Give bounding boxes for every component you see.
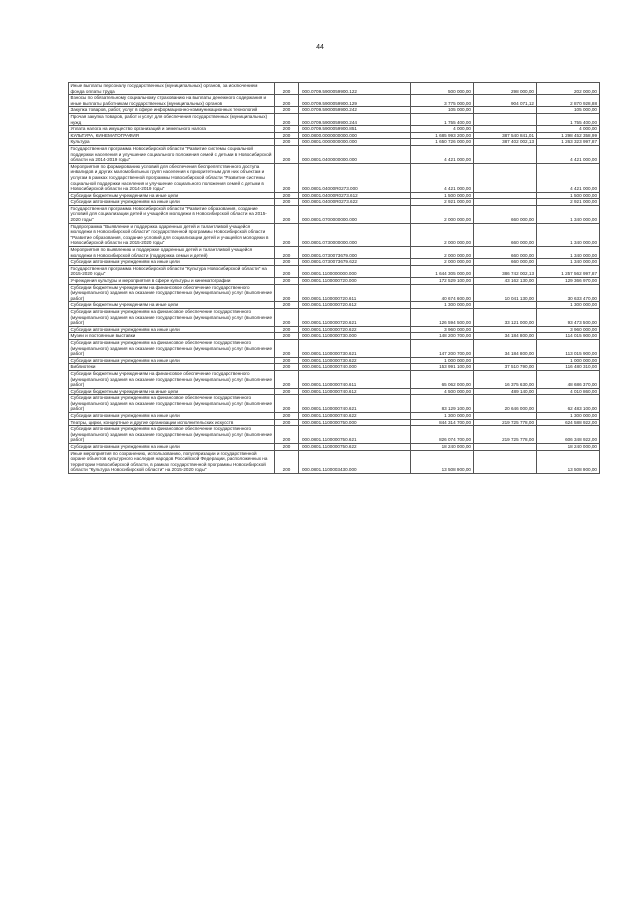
admin-code-cell: 200: [275, 364, 299, 371]
admin-code-cell: 200: [275, 265, 299, 277]
approved-amount-cell: 1 000 000,00: [410, 357, 473, 364]
admin-code-cell: 200: [275, 413, 299, 420]
budget-code-cell: 000.0801.1100000730.000: [299, 333, 411, 340]
row-name-cell: Уплата налога на имущество организаций и земельного налога: [69, 126, 275, 133]
admin-code-cell: 200: [275, 419, 299, 426]
approved-amount-cell: 1 500 000,00: [410, 192, 473, 199]
remaining-amount-cell: 2 870 928,88: [536, 95, 599, 107]
budget-code-cell: 000.0709.5900059900.129: [299, 95, 411, 107]
executed-amount-cell: 16 375 630,00: [473, 370, 536, 388]
budget-code-cell: 000.0801.1100000730.621: [299, 339, 411, 357]
approved-amount-cell: 4 421 000,00: [410, 145, 473, 163]
admin-code-cell: 200: [275, 308, 299, 326]
approved-amount-cell: 83 129 100,00: [410, 395, 473, 413]
row-name-cell: Государственная программа Новосибирской области "Развитие образования, создание условий для социализации детей и учащейся молодежи в Новосибирской области на 2015-2020 годы": [69, 205, 275, 223]
executed-amount-cell: [473, 192, 536, 199]
budget-code-cell: 000.0801.0400000000.000: [299, 145, 411, 163]
admin-code-cell: 200: [275, 333, 299, 340]
admin-code-cell: 200: [275, 83, 299, 95]
budget-code-cell: 000.0709.5900059900.244: [299, 113, 411, 125]
approved-amount-cell: 2 000 000,00: [410, 259, 473, 266]
table-row: [69, 247, 600, 259]
row-name-cell: Субсидии автономным учреждениям на иные цели: [69, 199, 275, 206]
approved-amount-cell: 1 300 000,00: [410, 302, 473, 309]
row-name-cell: Субсидии бюджетным учреждениям на иные цели: [69, 192, 275, 199]
executed-amount-cell: [473, 199, 536, 206]
approved-amount-cell: 2 921 000,00: [410, 199, 473, 206]
table-row: [69, 223, 600, 246]
executed-amount-cell: 34 184 800,00: [473, 339, 536, 357]
approved-amount-cell: 147 200 700,00: [410, 339, 473, 357]
approved-amount-cell: 1 685 993 200,00: [410, 132, 473, 139]
remaining-amount-cell: 4 010 860,00: [536, 388, 599, 395]
admin-code-cell: 200: [275, 199, 299, 206]
executed-amount-cell: [473, 107, 536, 114]
table-row: [69, 284, 600, 302]
row-name-cell: Прочая закупка товаров, работ и услуг для обеспечения государственных (муниципальных) нужд: [69, 113, 275, 125]
admin-code-cell: 200: [275, 113, 299, 125]
budget-code-cell: 000.0801.1100000740.000: [299, 364, 411, 371]
table-row: [69, 163, 600, 192]
row-name-cell: Субсидии автономным учреждениям на финансовое обеспечение государственного (муниципального) задания на оказание государственных (муниципальных) услуг (выполнение работ): [69, 395, 275, 413]
budget-code-cell: 000.0801.1100000720.000: [299, 278, 411, 285]
approved-amount-cell: 2 000 000,00: [410, 223, 473, 246]
budget-code-cell: 000.0801.1100000720.612: [299, 302, 411, 309]
budget-code-cell: 000.0801.1100000750.622: [299, 444, 411, 451]
remaining-amount-cell: 2 921 000,00: [536, 199, 599, 206]
row-name-cell: Субсидии автономным учреждениям на иные цели: [69, 259, 275, 266]
remaining-amount-cell: 105 000,00: [536, 107, 599, 114]
row-name-cell: Субсидии автономным учреждениям на иные цели: [69, 357, 275, 364]
row-name-cell: Субсидии автономным учреждениям на финансовое обеспечение государственного (муниципального) задания на оказание государственных (муниципальных) услуг (выполнение работ): [69, 308, 275, 326]
row-name-cell: Субсидии автономным учреждениям на иные цели: [69, 444, 275, 451]
row-name-cell: КУЛЬТУРА, КИНЕМАТОГРАФИЯ: [69, 132, 275, 139]
budget-code-cell: 000.0801.1100000720.622: [299, 326, 411, 333]
admin-code-cell: 200: [275, 426, 299, 444]
table-row: [69, 413, 600, 420]
approved-amount-cell: 1 644 305 000,00: [410, 265, 473, 277]
table-row: [69, 139, 600, 146]
budget-code-cell: 000.0800.0000000000.000: [299, 132, 411, 139]
table-row: [69, 259, 600, 266]
approved-amount-cell: 172 529 100,00: [410, 278, 473, 285]
executed-amount-cell: 660 000,00: [473, 223, 536, 246]
executed-amount-cell: [473, 450, 536, 473]
remaining-amount-cell: 48 686 370,00: [536, 370, 599, 388]
remaining-amount-cell: 13 508 900,00: [536, 450, 599, 473]
budget-code-cell: 000.0801.1100000750.621: [299, 426, 411, 444]
approved-amount-cell: 126 594 500,00: [410, 308, 473, 326]
row-name-cell: Субсидии бюджетным учреждениям на финансовое обеспечение государственного (муниципального) задания на оказание государственных (муниципальных) услуг (выполнение работ): [69, 284, 275, 302]
remaining-amount-cell: 1 000 000,00: [536, 357, 599, 364]
row-name-cell: Мероприятия по выявлению и поддержке одаренных детей и талантливой учащейся молодежи в Новосибирской области (поддержка семьи и детей): [69, 247, 275, 259]
remaining-amount-cell: 4 000,00: [536, 126, 599, 133]
budget-code-cell: 000.0709.5900059900.122: [299, 83, 411, 95]
budget-code-cell: 000.0709.5900059900.242: [299, 107, 411, 114]
remaining-amount-cell: 4 421 000,00: [536, 145, 599, 163]
remaining-amount-cell: 18 240 000,00: [536, 444, 599, 451]
approved-amount-cell: 826 074 700,00: [410, 426, 473, 444]
table-row: [69, 302, 600, 309]
admin-code-cell: 200: [275, 223, 299, 246]
row-name-cell: Подпрограмма "Выявление и поддержка одаренных детей и талантливой учащейся молодежи в Новосибирской области" государственной программы Новосибирской области "Развитие образования, создание условий для социализации детей и учащейся молодежи в Новосибирской области на 2015-2020 годы": [69, 223, 275, 246]
approved-amount-cell: 3 960 000,00: [410, 326, 473, 333]
approved-amount-cell: 844 314 700,00: [410, 419, 473, 426]
remaining-amount-cell: 116 480 310,00: [536, 364, 599, 371]
executed-amount-cell: 660 000,00: [473, 247, 536, 259]
table-row: [69, 308, 600, 326]
executed-amount-cell: 387 402 002,13: [473, 139, 536, 146]
row-name-cell: Театры, цирки, концертные и другие организации исполнительских искусств: [69, 419, 275, 426]
row-name-cell: Субсидии автономным учреждениям на финансовое обеспечение государственного (муниципального) задания на оказание государственных (муниципальных) услуг (выполнение работ): [69, 339, 275, 357]
row-name-cell: Учреждения культуры и мероприятия в сфере культуры и кинематографии: [69, 278, 275, 285]
table-row: [69, 83, 600, 95]
budget-code-cell: 000.0709.5900059900.851: [299, 126, 411, 133]
budget-code-cell: 000.0801.1100000740.611: [299, 370, 411, 388]
budget-table-container: [68, 82, 597, 474]
executed-amount-cell: [473, 357, 536, 364]
table-row: [69, 388, 600, 395]
approved-amount-cell: 18 240 000,00: [410, 444, 473, 451]
table-row: [69, 278, 600, 285]
admin-code-cell: 200: [275, 126, 299, 133]
budget-code-cell: 000.0801.1100000750.000: [299, 419, 411, 426]
table-row: [69, 265, 600, 277]
admin-code-cell: 200: [275, 326, 299, 333]
table-row: [69, 205, 600, 223]
remaining-amount-cell: 30 633 470,00: [536, 284, 599, 302]
executed-amount-cell: 34 184 800,00: [473, 333, 536, 340]
executed-amount-cell: 660 000,00: [473, 205, 536, 223]
admin-code-cell: 200: [275, 205, 299, 223]
remaining-amount-cell: 1 263 323 997,87: [536, 139, 599, 146]
row-name-cell: Библиотеки: [69, 364, 275, 371]
table-row: [69, 113, 600, 125]
admin-code-cell: 200: [275, 388, 299, 395]
executed-amount-cell: [473, 326, 536, 333]
budget-code-cell: 000.0801.1100000720.621: [299, 308, 411, 326]
remaining-amount-cell: 114 015 900,00: [536, 333, 599, 340]
table-row: [69, 326, 600, 333]
budget-code-cell: 000.0801.1100000720.611: [299, 284, 411, 302]
table-row: [69, 395, 600, 413]
budget-code-cell: 000.0801.0730073679.622: [299, 259, 411, 266]
table-row: [69, 426, 600, 444]
approved-amount-cell: 65 062 000,00: [410, 370, 473, 388]
approved-amount-cell: 4 500 000,00: [410, 388, 473, 395]
remaining-amount-cell: 4 421 000,00: [536, 163, 599, 192]
row-name-cell: Субсидии бюджетным учреждениям на иные цели: [69, 388, 275, 395]
budget-code-cell: 000.0801.04000R0273.612: [299, 192, 411, 199]
executed-amount-cell: [473, 113, 536, 125]
row-name-cell: Культура: [69, 139, 275, 146]
executed-amount-cell: [473, 444, 536, 451]
executed-amount-cell: 298 000,00: [473, 83, 536, 95]
budget-code-cell: 000.0801.1100000730.622: [299, 357, 411, 364]
table-row: [69, 145, 600, 163]
approved-amount-cell: 1 755 400,00: [410, 113, 473, 125]
executed-amount-cell: 386 742 002,13: [473, 265, 536, 277]
budget-code-cell: 000.0801.0730000000.000: [299, 223, 411, 246]
budget-code-cell: 000.0801.1100003430.000: [299, 450, 411, 473]
executed-amount-cell: [473, 126, 536, 133]
row-name-cell: Субсидии бюджетным учреждениям на иные цели: [69, 302, 275, 309]
admin-code-cell: 200: [275, 145, 299, 163]
approved-amount-cell: 4 421 000,00: [410, 163, 473, 192]
remaining-amount-cell: 1 340 000,00: [536, 247, 599, 259]
remaining-amount-cell: 113 015 900,00: [536, 339, 599, 357]
executed-amount-cell: 219 725 778,00: [473, 419, 536, 426]
table-row: [69, 107, 600, 114]
approved-amount-cell: 153 991 100,00: [410, 364, 473, 371]
admin-code-cell: 200: [275, 302, 299, 309]
row-name-cell: Музеи и постоянные выставки: [69, 333, 275, 340]
table-row: [69, 199, 600, 206]
budget-code-cell: 000.0801.0000000000.000: [299, 139, 411, 146]
admin-code-cell: 200: [275, 395, 299, 413]
approved-amount-cell: 500 000,00: [410, 83, 473, 95]
remaining-amount-cell: 1 340 000,00: [536, 223, 599, 246]
executed-amount-cell: [473, 145, 536, 163]
row-name-cell: Иные выплаты персоналу государственных (муниципальных) органов, за исключением фонда оплаты труда: [69, 83, 275, 95]
row-name-cell: Закупка товаров, работ, услуг в сфере информационно-коммуникационных технологий: [69, 107, 275, 114]
page-number: 44: [316, 44, 324, 51]
budget-table: [68, 82, 600, 474]
table-row: [69, 192, 600, 199]
admin-code-cell: 200: [275, 192, 299, 199]
remaining-amount-cell: 1 755 400,00: [536, 113, 599, 125]
approved-amount-cell: 13 508 900,00: [410, 450, 473, 473]
executed-amount-cell: 10 041 130,00: [473, 284, 536, 302]
budget-code-cell: 000.0801.1100000740.621: [299, 395, 411, 413]
executed-amount-cell: 43 162 130,00: [473, 278, 536, 285]
approved-amount-cell: 2 000 000,00: [410, 205, 473, 223]
budget-table-body: [69, 83, 600, 474]
budget-code-cell: 000.0801.1100000740.612: [299, 388, 411, 395]
budget-code-cell: 000.0801.04000R0273.622: [299, 199, 411, 206]
executed-amount-cell: 37 510 790,00: [473, 364, 536, 371]
admin-code-cell: 200: [275, 95, 299, 107]
executed-amount-cell: [473, 413, 536, 420]
table-row: [69, 364, 600, 371]
executed-amount-cell: 219 725 778,00: [473, 426, 536, 444]
admin-code-cell: 200: [275, 107, 299, 114]
remaining-amount-cell: 1 298 452 358,99: [536, 132, 599, 139]
executed-amount-cell: 387 540 841,01: [473, 132, 536, 139]
remaining-amount-cell: 606 348 922,00: [536, 426, 599, 444]
admin-code-cell: 200: [275, 132, 299, 139]
approved-amount-cell: 3 775 000,00: [410, 95, 473, 107]
approved-amount-cell: 40 674 600,00: [410, 284, 473, 302]
remaining-amount-cell: 1 500 000,00: [536, 192, 599, 199]
row-name-cell: Взносы по обязательному социальному страхованию на выплаты денежного содержания и иные выплаты работникам государственных (муниципальных) органов: [69, 95, 275, 107]
approved-amount-cell: 148 200 700,00: [410, 333, 473, 340]
row-name-cell: Мероприятия по формированию условий для обеспечения беспрепятственного доступа инвалидов и других маломобильных групп населения к приоритетным для них объектам и услугам в рамках государственной программы Новосибирской области "Развитие системы социальной поддержки населения и улучшение социального положения семей с детьми в Новосибирской области на 2014-2019 годы": [69, 163, 275, 192]
row-name-cell: Субсидии автономным учреждениям на иные цели: [69, 413, 275, 420]
remaining-amount-cell: 202 000,00: [536, 83, 599, 95]
admin-code-cell: 200: [275, 247, 299, 259]
row-name-cell: Субсидии автономным учреждениям на иные цели: [69, 326, 275, 333]
approved-amount-cell: 1 300 000,00: [410, 413, 473, 420]
remaining-amount-cell: 1 257 562 997,87: [536, 265, 599, 277]
table-row: [69, 419, 600, 426]
row-name-cell: Субсидии бюджетным учреждениям на финансовое обеспечение государственного (муниципального) задания на оказание государственных (муниципальных) услуг (выполнение работ): [69, 370, 275, 388]
table-row: [69, 339, 600, 357]
row-name-cell: Иные мероприятия по сохранению, использованию, популяризации и государственной охране объектов культурного наследия народов Российской Федерации, расположенных на территории Новосибирской области, в рамках государственной программы Новосибирской области "Культура Новосибирской области" на 2015-2020 годы": [69, 450, 275, 473]
admin-code-cell: 200: [275, 339, 299, 357]
row-name-cell: Государственная программа Новосибирской области "Культура Новосибирской области" на 2015-2020 годы": [69, 265, 275, 277]
table-row: [69, 126, 600, 133]
budget-code-cell: 000.0801.1100000000.000: [299, 265, 411, 277]
approved-amount-cell: 4 000,00: [410, 126, 473, 133]
budget-code-cell: 000.0801.0730073679.000: [299, 247, 411, 259]
remaining-amount-cell: 3 960 000,00: [536, 326, 599, 333]
admin-code-cell: 200: [275, 278, 299, 285]
approved-amount-cell: 1 650 726 000,00: [410, 139, 473, 146]
executed-amount-cell: 20 646 000,00: [473, 395, 536, 413]
admin-code-cell: 200: [275, 444, 299, 451]
executed-amount-cell: [473, 163, 536, 192]
table-row: [69, 450, 600, 473]
executed-amount-cell: 489 140,00: [473, 388, 536, 395]
row-name-cell: Субсидии автономным учреждениям на финансовое обеспечение государственного (муниципального) задания на оказание государственных (муниципальных) услуг (выполнение работ): [69, 426, 275, 444]
remaining-amount-cell: 1 340 000,00: [536, 259, 599, 266]
remaining-amount-cell: 93 473 500,00: [536, 308, 599, 326]
row-name-cell: Государственная программа Новосибирской области "Развитие системы социальной поддержки населения и улучшение социального положения семей с детьми в Новосибирской области на 2014-2019 годы": [69, 145, 275, 163]
executed-amount-cell: [473, 302, 536, 309]
remaining-amount-cell: 624 588 922,00: [536, 419, 599, 426]
table-row: [69, 95, 600, 107]
budget-code-cell: 000.0801.1100000740.622: [299, 413, 411, 420]
budget-code-cell: 000.0801.04000R0273.000: [299, 163, 411, 192]
executed-amount-cell: 33 121 000,00: [473, 308, 536, 326]
approved-amount-cell: 105 000,00: [410, 107, 473, 114]
approved-amount-cell: 2 000 000,00: [410, 247, 473, 259]
remaining-amount-cell: 62 483 100,00: [536, 395, 599, 413]
remaining-amount-cell: 129 366 970,00: [536, 278, 599, 285]
table-row: [69, 333, 600, 340]
executed-amount-cell: 904 071,12: [473, 95, 536, 107]
table-row: [69, 370, 600, 388]
budget-code-cell: 000.0801.0700000000.000: [299, 205, 411, 223]
admin-code-cell: 200: [275, 259, 299, 266]
remaining-amount-cell: 1 300 000,00: [536, 302, 599, 309]
table-row: [69, 444, 600, 451]
table-row: [69, 132, 600, 139]
admin-code-cell: 200: [275, 370, 299, 388]
admin-code-cell: 200: [275, 284, 299, 302]
admin-code-cell: 200: [275, 139, 299, 146]
remaining-amount-cell: 1 300 000,00: [536, 413, 599, 420]
admin-code-cell: 200: [275, 357, 299, 364]
table-row: [69, 357, 600, 364]
executed-amount-cell: 660 000,00: [473, 259, 536, 266]
remaining-amount-cell: 1 340 000,00: [536, 205, 599, 223]
admin-code-cell: 200: [275, 163, 299, 192]
admin-code-cell: 200: [275, 450, 299, 473]
